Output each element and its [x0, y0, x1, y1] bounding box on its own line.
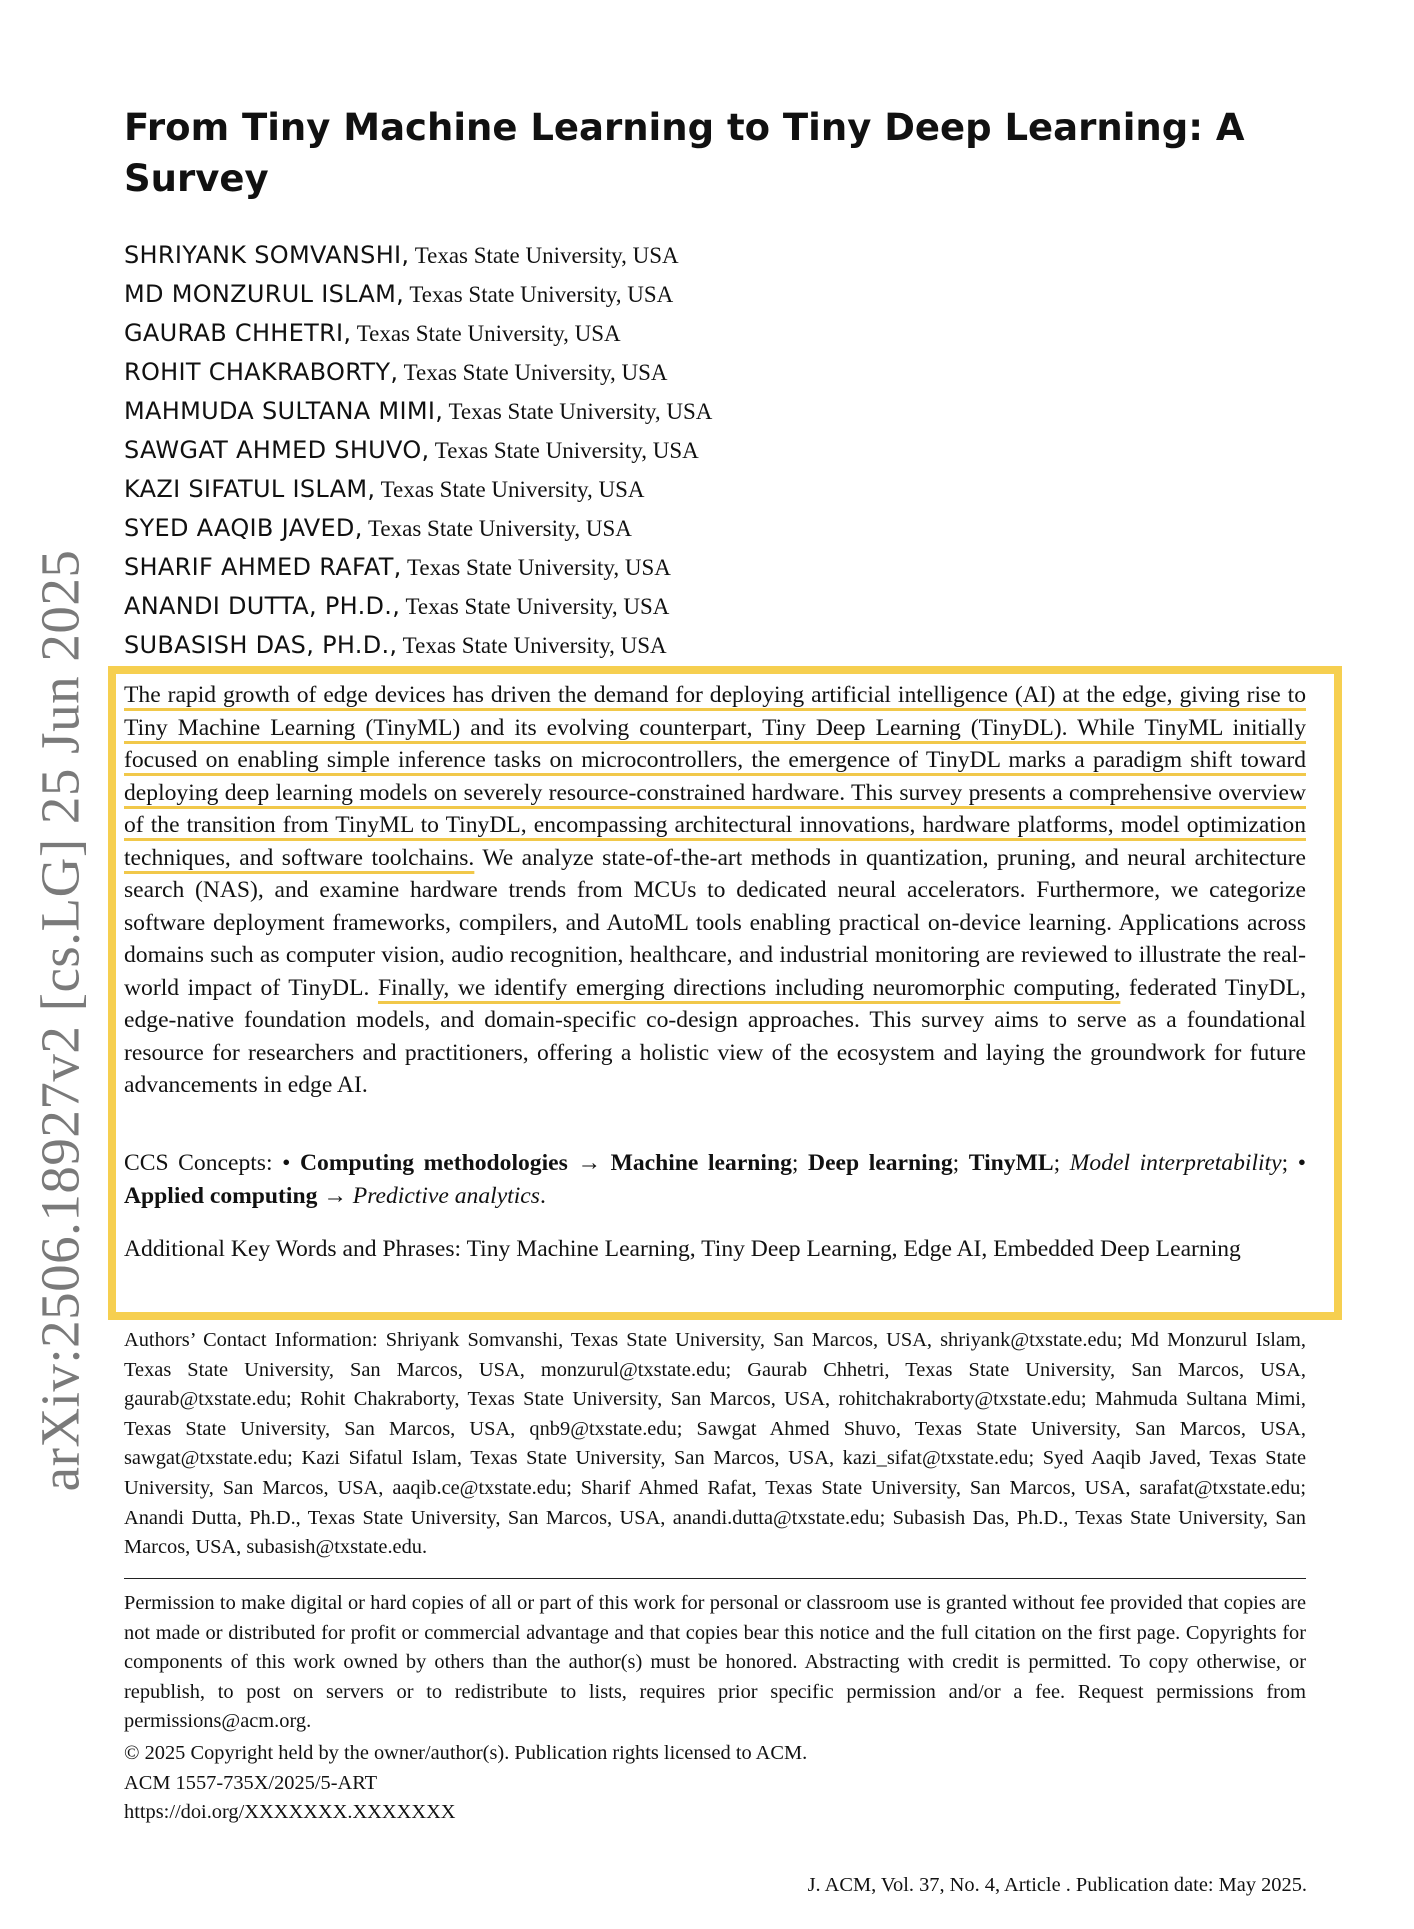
ccs-separator: ; [1053, 1150, 1070, 1176]
author-name: KAZI SIFATUL ISLAM, [124, 475, 376, 503]
author-entry [124, 236, 1224, 275]
author-name: MD MONZURUL ISLAM, [124, 280, 405, 308]
ccs-arrow: → [317, 1183, 353, 1209]
author-affiliation: Texas State University, USA [401, 555, 671, 580]
copyright-line: © 2025 Copyright held by the owner/author(s). Publication rights licensed to ACM. [124, 1742, 808, 1764]
publication-info [124, 1739, 1306, 1828]
author-affiliation: Texas State University, USA [443, 399, 713, 424]
ccs-term: Applied computing [124, 1183, 318, 1209]
abstract-highlighted-text: The rapid growth of edge devices has driven the demand for deploying artificial intelligence (AI) at the edge, giving rise to Tiny Machine Learning (TinyML) and its evolving counterpart, Tiny Deep Learning (TinyDL). While TinyML initially focused on enabling simple inference tasks on microcontrollers, the emergence of TinyDL marks a paradigm shift toward deploying deep learning models on severely resource-constrained hardware. This survey presents a comprehensive overview of the transition from TinyML to TinyDL, encompassing architectural innovations, hardware platforms, model optimization techniques, and software toolchains. [124, 682, 1306, 871]
ccs-term: Machine learning [610, 1150, 792, 1176]
footnote-divider [124, 1578, 1306, 1579]
author-affiliation: Texas State University, USA [362, 516, 632, 541]
author-affiliation: Texas State University, USA [375, 477, 645, 502]
author-affiliation: Texas State University, USA [409, 243, 679, 268]
author-affiliation: Texas State University, USA [400, 594, 670, 619]
author-affiliation: Texas State University, USA [429, 438, 699, 463]
ccs-separator: ; [791, 1150, 809, 1176]
permission-notice: Permission to make digital or hard copies of all or part of this work for personal or classroom use is granted without fee provided that copies are not made or distributed for profit or commercial advantage and that copies bear this notice and the full citation on the first page. Copyrights for components of this work owned by others than the author(s) must be honored. Abstracting with credit is permitted. To copy otherwise, or republish, to post on servers or to redistribute to lists, requires prior specific permission and/or a fee. Request permissions from permissions@acm.org. [124, 1592, 1306, 1733]
author-entry [124, 548, 1224, 587]
author-entry [124, 470, 1224, 509]
abstract-text: We analyze state-of-the-art methods in quantization, pruning, and neural architecture search (NAS), and examine hardware trends from MCUs to dedicated neural accelerators. Furthermore, we categorize software deployment frameworks, compilers, and AutoML tools enabling practical on-device learning. Applications across domains such as computer vision, audio recognition, healthcare, and industrial monitoring are reviewed to illustrate the real-world impact of TinyDL. [124, 844, 1306, 1001]
author-list [124, 236, 1224, 665]
ccs-arrow: → [567, 1150, 611, 1176]
ccs-prefix: CCS Concepts: • [124, 1150, 300, 1176]
doi-link[interactable]: https://doi.org/XXXXXXX.XXXXXXX [124, 1801, 456, 1824]
author-entry [124, 587, 1224, 626]
author-name: ROHIT CHAKRABORTY, [124, 358, 399, 386]
abstract [124, 679, 1306, 1102]
author-entry [124, 431, 1224, 470]
ccs-term: Predictive analytics [352, 1183, 540, 1209]
author-entry [124, 275, 1224, 314]
author-name: GAURAB CHHETRI, [124, 319, 352, 347]
ccs-separator: ; [952, 1150, 969, 1176]
author-affiliation: Texas State University, USA [404, 282, 674, 307]
ccs-term: Model interpretability [1069, 1150, 1282, 1176]
author-contact-information: Authors’ Contact Information: Shriyank Somvanshi, Texas State University, San Marcos, USA, shriyank@txstate.edu; Md Monzurul Islam, Texas State University, San Marcos, USA, monzurul@txstate.edu; Gaurab Chhetri, Texas State University, San Marcos, USA, gaurab@txstate.edu; Rohit Chakraborty, Texas State University, San Marcos, USA, rohitchakraborty@txstate.edu; Mahmuda Sultana Mimi, Texas State University, San Marcos, USA, qnb9@txstate.edu; Sawgat Ahmed Shuvo, Texas State University, San Marcos, USA, sawgat@txstate.edu; Kazi Sifatul Islam, Texas State University, San Marcos, USA, kazi_sifat@txstate.edu; Syed Aaqib Javed, Texas State University, San Marcos, USA, aaqib.ce@txstate.edu; Sharif Ahmed Rafat, Texas State University, San Marcos, USA, sarafat@txstate.edu; Anandi Dutta, Ph.D., Texas State University, San Marcos, USA, anandi.dutta@txstate.edu; Subasish Das, Ph.D., Texas State University, San Marcos, USA, subasish@txstate.edu. [124, 1329, 1306, 1559]
author-entry [124, 353, 1224, 392]
ccs-end: . [539, 1183, 546, 1209]
acm-id: ACM 1557-735X/2025/5-ART [124, 1771, 378, 1794]
author-entry [124, 392, 1224, 431]
ccs-term: Deep learning [808, 1150, 953, 1176]
author-entry [124, 509, 1224, 548]
author-entry [124, 626, 1224, 665]
author-name: ANANDI DUTTA, PH.D., [124, 592, 401, 620]
page-footer: J. ACM, Vol. 37, No. 4, Article . Publication date: May 2025. [807, 1874, 1307, 1896]
author-name: SYED AAQIB JAVED, [124, 514, 363, 542]
author-name: SUBASISH DAS, PH.D., [124, 631, 398, 659]
paper-title: From Tiny Machine Learning to Tiny Deep Learning: A Survey [124, 106, 1245, 200]
author-name: MAHMUDA SULTANA MIMI, [124, 397, 444, 425]
ccs-separator: ; • [1281, 1150, 1306, 1176]
abstract-highlighted-text-2: Finally, we identify emerging directions including neuromorphic computing, [378, 974, 1121, 1001]
author-affiliation: Texas State University, USA [351, 321, 621, 346]
author-name: SHARIF AHMED RAFAT, [124, 553, 402, 581]
ccs-term: Computing methodologies [299, 1150, 568, 1176]
author-affiliation: Texas State University, USA [398, 360, 668, 385]
arxiv-watermark-text: arXiv:2506.18927v2 [cs.LG] 25 Jun 2025 [29, 549, 91, 1491]
author-name: SAWGAT AHMED SHUVO, [124, 436, 430, 464]
keywords: Additional Key Words and Phrases: Tiny Machine Learning, Tiny Deep Learning, Edge AI, Embedded Deep Learning [124, 1236, 1241, 1262]
ccs-term: TinyML [968, 1150, 1054, 1176]
ccs-concepts [124, 1147, 1306, 1213]
author-entry [124, 314, 1224, 353]
arxiv-watermark [0, 0, 91, 1491]
author-affiliation: Texas State University, USA [397, 633, 667, 658]
abstract-text-2: federated TinyDL, edge-native foundation models, and domain-specific co-design approaches. This survey aims to serve as a foundational resource for researchers and practitioners, offering a holistic view of the ecosystem and laying the groundwork for future advancements in edge AI. [124, 974, 1306, 1098]
author-name: SHRIYANK SOMVANSHI, [124, 241, 410, 269]
